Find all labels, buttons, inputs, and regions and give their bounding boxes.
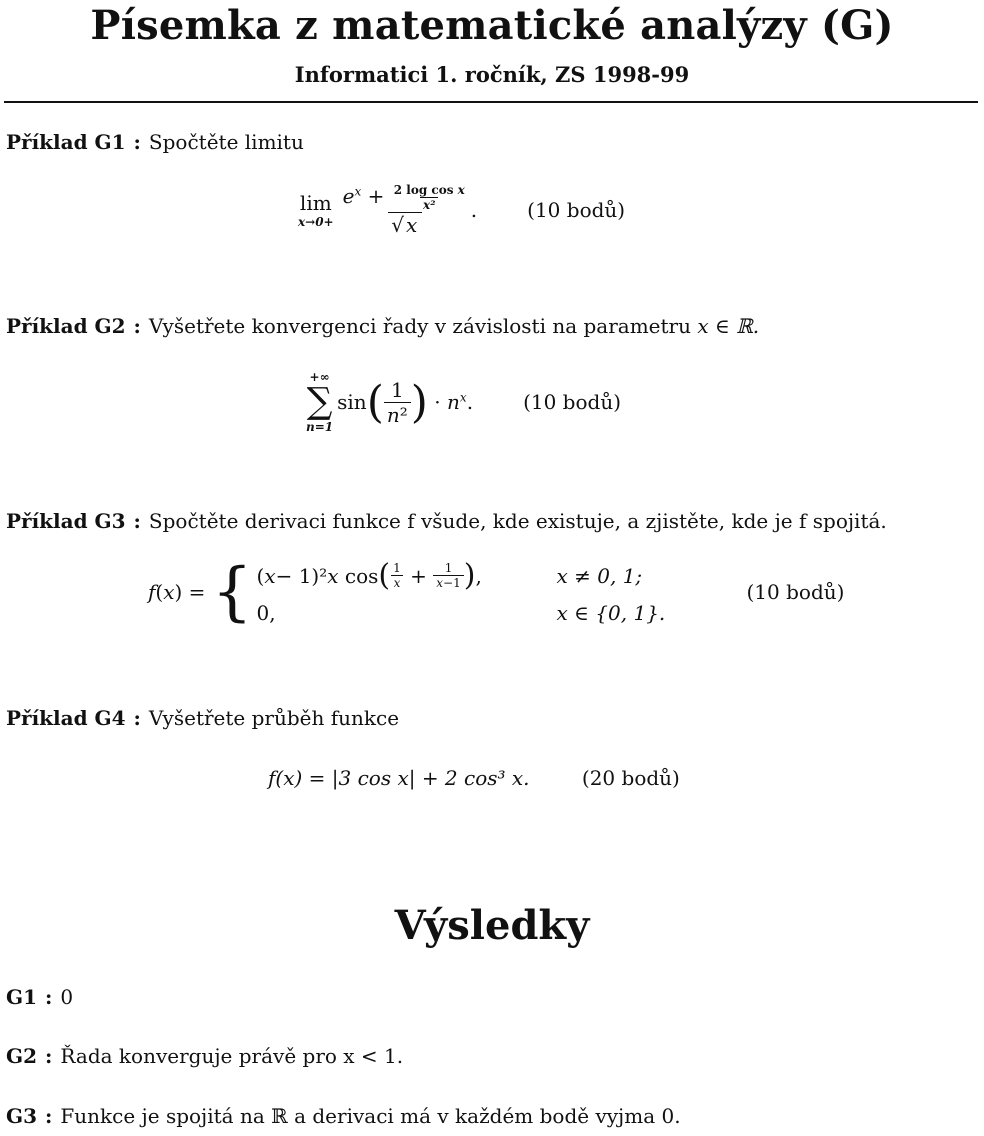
page-subtitle: Informatici 1. ročník, ZS 1998-99 <box>294 62 690 87</box>
problem-g1-label: Příklad G1 <box>6 130 126 154</box>
problem-g3-points: (10 bodů) <box>746 579 845 604</box>
results-title: Výsledky <box>394 902 590 949</box>
header-divider <box>4 101 978 103</box>
problem-g4-colon: : <box>133 706 141 730</box>
problem-g3-colon: : <box>133 509 141 533</box>
page-title: Písemka z matematické analýzy (G) <box>90 2 894 49</box>
limit-operator: lim x→0+ <box>298 191 334 229</box>
problem-g3-label: Příklad G3 <box>6 509 126 533</box>
problem-g1-points: (10 bodů) <box>527 198 626 222</box>
problem-g3-text: Spočtěte derivaci funkce f všude, kde existuje, a zjistěte, kde je f spojitá. <box>148 509 887 533</box>
problem-g2-text: Vyšetřete konvergenci řady v závislosti na parametru <box>148 314 691 338</box>
problem-g3 <box>6 509 887 533</box>
result-g2: G2 : Řada konverguje právě pro x < 1. <box>6 1044 404 1068</box>
sum-operator: +∞ ∑ n=1 <box>306 370 334 434</box>
case2-condition: x ∈ {0, 1}. <box>556 601 666 625</box>
problem-g1-formula: lim x→0+ $e^x$ + $\frac{\text{2 log cos x}}{\text{x²}}$ √ x . (10 bodů) <box>298 183 626 237</box>
problem-g3-formula: f ( x ) = { ( x − 1)² x cos ( $\frac{1}{x}$ + $\frac{1}{x-1}$ ) , x ≠ 0, 1; 0, x ∈ {0, 1}. (10 bodů) <box>148 554 845 629</box>
problem-g2-points: (10 bodů) <box>523 390 622 414</box>
problem-g2 <box>6 314 759 338</box>
problem-g1-text: Spočtěte limitu <box>148 130 304 154</box>
result-g1: G1 : 0 <box>6 985 74 1009</box>
result-g3: G3 : Funkce je spojitá na ℝ a derivaci má v každém bodě vyjma 0. <box>6 1104 681 1128</box>
problem-g4 <box>6 706 399 730</box>
limit-fraction: $e^x$ + $\frac{\text{2 log cos x}}{\text{x²}}$ √ x <box>342 183 465 237</box>
piecewise-cases: ( x − 1)² x cos ( $\frac{1}{x}$ + $\frac{1}{x-1}$ ) , x ≠ 0, 1; 0, x ∈ {0, 1}. <box>257 558 717 625</box>
problem-g1 <box>6 130 304 154</box>
problem-g4-formula: f(x) = |3 cos x| + 2 cos³ x. <box>268 766 530 790</box>
problem-g4-label: Příklad G4 <box>6 706 126 730</box>
case2-value: 0, <box>256 601 276 625</box>
problem-g4-text: Vyšetřete průběh funkce <box>148 706 400 730</box>
problem-g2-param: x ∈ ℝ. <box>697 314 760 338</box>
problem-g2-label: Příklad G2 <box>6 314 126 338</box>
piecewise-brace: { <box>211 554 253 629</box>
problem-g4-points: (20 bodů) <box>581 766 680 790</box>
problem-g2-colon: : <box>133 314 141 338</box>
problem-g2-formula: +∞ ∑ n=1 sin ( $\frac{1}{\text{n²}}$ ) · $n^x$. (10 bodů) <box>306 370 622 434</box>
case1-condition: x ≠ 0, 1; <box>556 563 643 588</box>
problem-g1-colon: : <box>133 130 141 154</box>
problem-g4-formula-line <box>268 766 680 790</box>
